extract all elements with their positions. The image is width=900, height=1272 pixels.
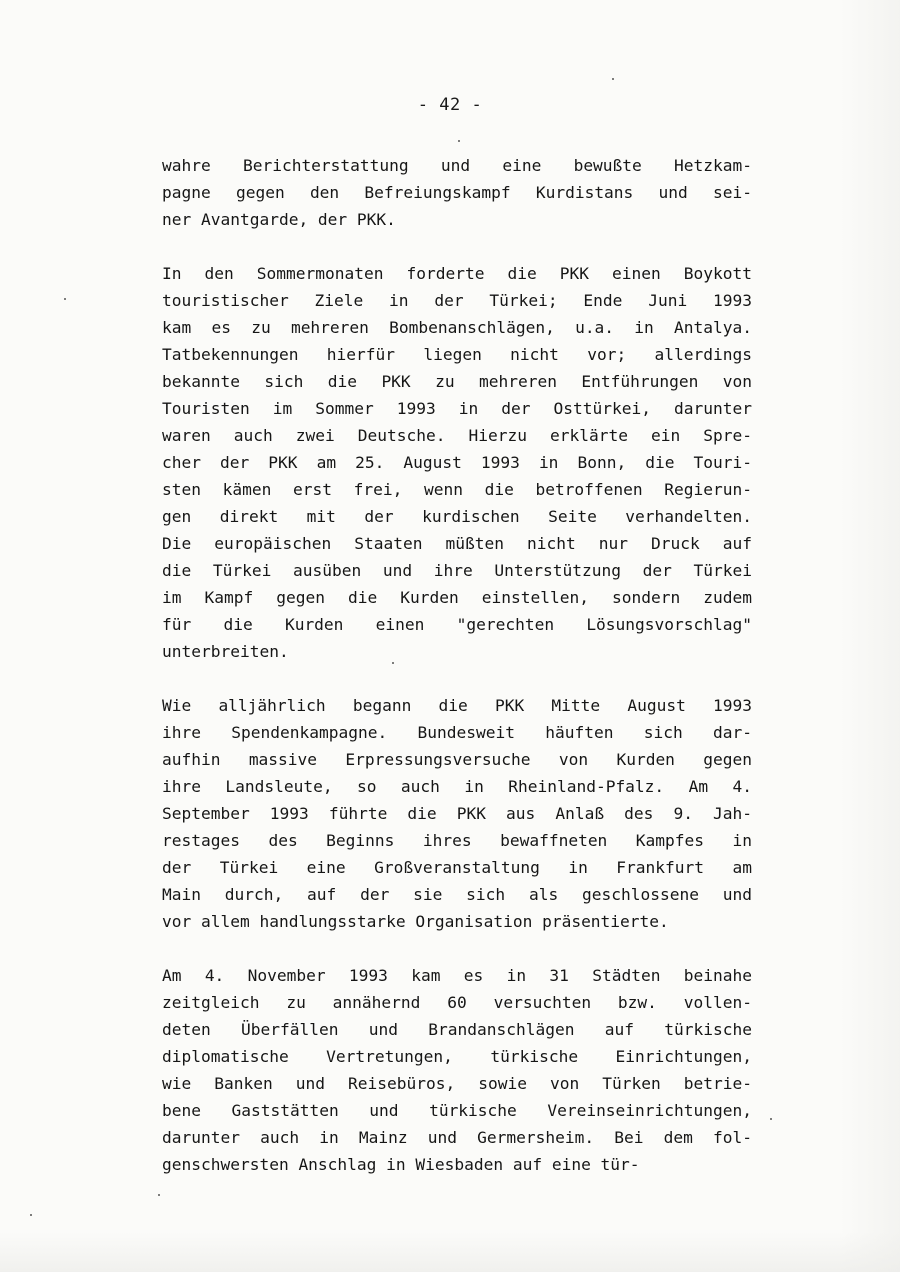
scan-speck — [392, 662, 394, 664]
text-line: vor allem handlungsstarke Organisation präsentierte. — [162, 912, 669, 931]
text-line: Wie alljährlich begann die PKK Mitte August 1993 — [162, 696, 752, 715]
text-line: Am 4. November 1993 kam es in 31 Städten beinahe — [162, 966, 752, 985]
scan-speck — [30, 1214, 32, 1216]
scan-speck — [458, 140, 460, 142]
text-line: Touristen im Sommer 1993 in der Osttürkei, darunter — [162, 399, 752, 418]
text-line: cher der PKK am 25. August 1993 in Bonn, die Touri- — [162, 453, 752, 472]
scan-speck — [612, 78, 614, 80]
scan-shadow-right — [840, 0, 900, 1272]
text-line: aufhin massive Erpressungsversuche von Kurden gegen — [162, 750, 752, 769]
scan-speck — [158, 1194, 160, 1196]
text-line: genschwersten Anschlag in Wiesbaden auf eine tür- — [162, 1155, 640, 1174]
text-line: touristischer Ziele in der Türkei; Ende Juni 1993 — [162, 291, 752, 310]
body-text — [162, 152, 752, 1205]
text-line: pagne gegen den Befreiungskampf Kurdistans und sei- — [162, 183, 752, 202]
page-number: - 42 - — [417, 95, 483, 115]
text-line: Die europäischen Staaten müßten nicht nur Druck auf — [162, 534, 752, 553]
scan-speck — [64, 298, 66, 300]
text-line: diplomatische Vertretungen, türkische Einrichtungen, — [162, 1047, 752, 1066]
text-line: Main durch, auf der sie sich als geschlossene und — [162, 885, 752, 904]
text-line: darunter auch in Mainz und Germersheim. Bei dem fol- — [162, 1128, 752, 1147]
scan-shadow-bottom — [0, 1232, 900, 1272]
text-line: gen direkt mit der kurdischen Seite verhandelten. — [162, 507, 752, 526]
text-line: waren auch zwei Deutsche. Hierzu erklärte ein Spre- — [162, 426, 752, 445]
text-line: der Türkei eine Großveranstaltung in Frankfurt am — [162, 858, 752, 877]
paragraph-2 — [162, 260, 752, 665]
text-line: restages des Beginns ihres bewaffneten Kampfes in — [162, 831, 752, 850]
paragraph-1 — [162, 152, 752, 233]
text-line: ihre Landsleute, so auch in Rheinland-Pfalz. Am 4. — [162, 777, 752, 796]
scan-speck — [770, 1118, 772, 1120]
text-line: sten kämen erst frei, wenn die betroffenen Regierun- — [162, 480, 752, 499]
text-line: unterbreiten. — [162, 642, 289, 661]
text-line: wahre Berichterstattung und eine bewußte Hetzkam- — [162, 156, 752, 175]
text-line: kam es zu mehreren Bombenanschlägen, u.a. in Antalya. — [162, 318, 752, 337]
text-line: zeitgleich zu annähernd 60 versuchten bzw. vollen- — [162, 993, 752, 1012]
text-line: bekannte sich die PKK zu mehreren Entführungen von — [162, 372, 752, 391]
paragraph-4 — [162, 962, 752, 1178]
text-line: bene Gaststätten und türkische Vereinseinrichtungen, — [162, 1101, 752, 1120]
paragraph-3 — [162, 692, 752, 935]
text-line: Tatbekennungen hierfür liegen nicht vor; allerdings — [162, 345, 752, 364]
text-line: ner Avantgarde, der PKK. — [162, 210, 396, 229]
text-line: die Türkei ausüben und ihre Unterstützung der Türkei — [162, 561, 752, 580]
text-line: wie Banken und Reisebüros, sowie von Türken betrie- — [162, 1074, 752, 1093]
text-line: im Kampf gegen die Kurden einstellen, sondern zudem — [162, 588, 752, 607]
text-line: September 1993 führte die PKK aus Anlaß des 9. Jah- — [162, 804, 752, 823]
text-line: für die Kurden einen "gerechten Lösungsvorschlag" — [162, 615, 752, 634]
text-line: In den Sommermonaten forderte die PKK einen Boykott — [162, 264, 752, 283]
text-line: deten Überfällen und Brandanschlägen auf türkische — [162, 1020, 752, 1039]
text-line: ihre Spendenkampagne. Bundesweit häuften sich dar- — [162, 723, 752, 742]
